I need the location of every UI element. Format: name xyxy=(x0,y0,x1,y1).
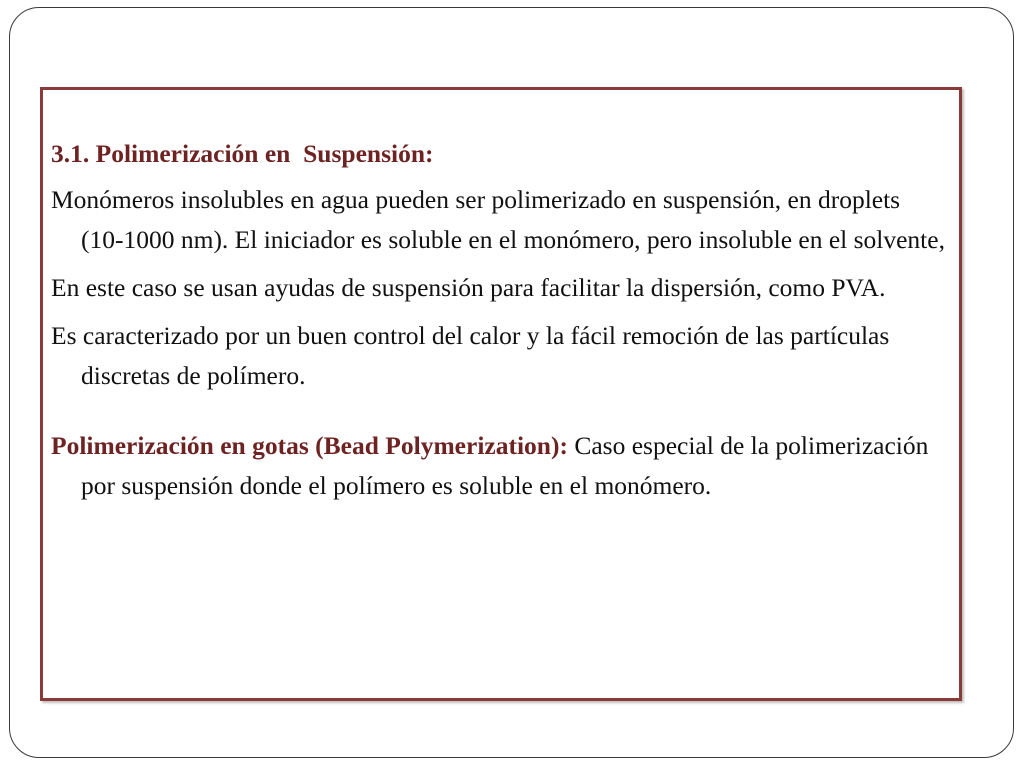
paragraph-monomers: Monómeros insolubles en agua pueden ser polimerizado en suspensión, en droplets (10-1000 nm). El iniciador es soluble en el monómero, pero insoluble en el solvente, xyxy=(51,185,945,254)
bead-polymerization-title: Polimerización en gotas (Bead Polymerization): xyxy=(51,431,568,460)
paragraph-suspension-aids: En este caso se usan ayudas de suspensión para facilitar la dispersión, como PVA. xyxy=(51,273,886,302)
paragraph-heat-control: Es caracterizado por un buen control del calor y la fácil remoción de las partículas discretas de polímero. xyxy=(51,321,890,390)
bead-polymerization-text: Caso especial de la polimerización por suspensión donde el polímero es soluble en el monómero. xyxy=(81,431,929,500)
paragraph-bead-polymerization xyxy=(51,426,945,506)
section-heading: 3.1. Polimerización en Suspensión: xyxy=(51,139,434,168)
content-box xyxy=(40,87,962,701)
